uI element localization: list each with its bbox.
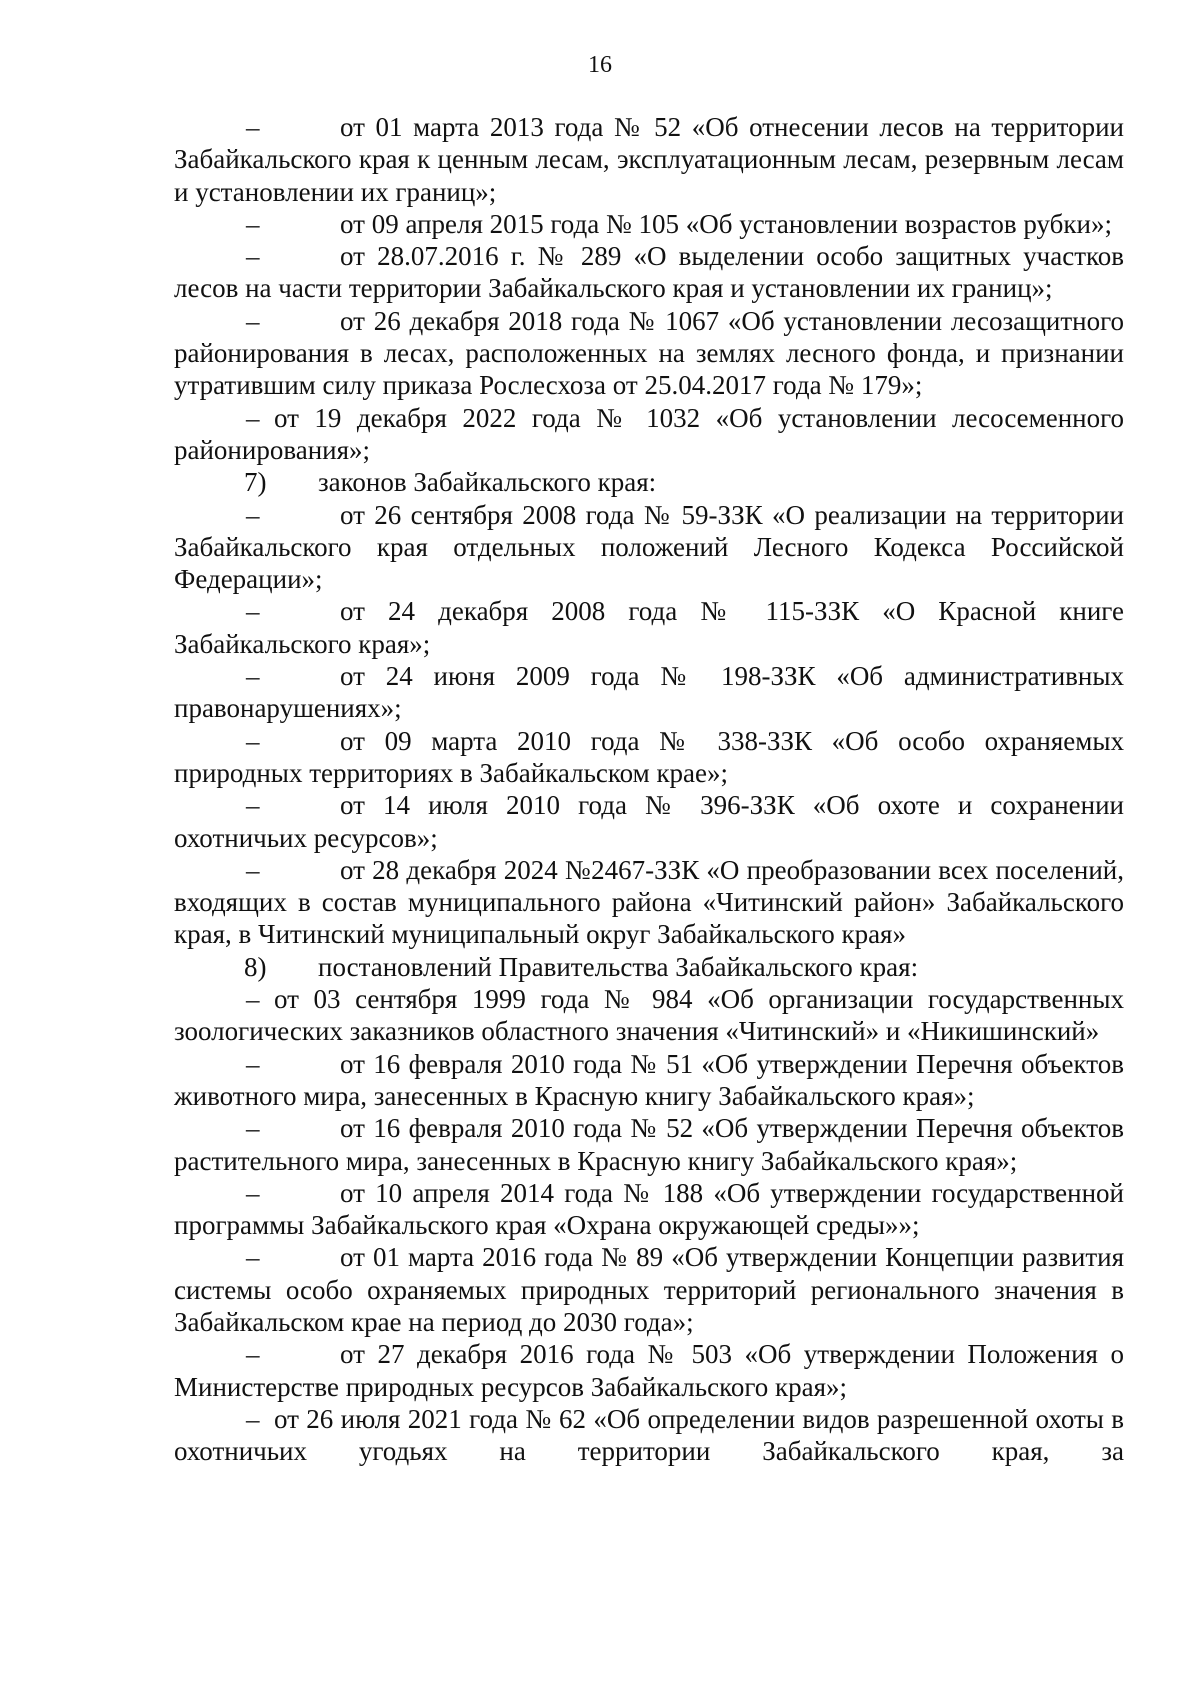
list-item-text: от 01 марта 2016 года № 89 «Об утверждении Концепции развития системы особо охраняемых природных территорий регионального значения в Забайкальском крае на период до 2030 года»; [174, 1242, 1124, 1337]
list-item-text: от 26 декабря 2018 года № 1067 «Об установлении лесозащитного районирования в лесах, расположенных на землях лесного фонда, и признании утратившим силу приказа Рослесхоза от 25.04.2017 года № 179»; [174, 305, 1124, 401]
list-item [174, 595, 1124, 660]
list-marker: – [246, 1113, 260, 1144]
list-item [174, 725, 1124, 790]
list-item-text: от 28 декабря 2024 №2467-ЗЗК «О преобразовании всех поселений, входящих в состав муниципального района «Читинский район» Забайкальского края, в Читинский муниципальный округ Забайкальского края» [174, 854, 1124, 950]
list-marker: – [246, 112, 260, 142]
list-item-text: от 09 марта 2010 года № 338-ЗЗК «Об особо охраняемых природных территориях в Забайкальском крае»; [174, 725, 1124, 788]
list-item [174, 951, 1124, 983]
list-item-text: от 16 февраля 2010 года № 51 «Об утверждении Перечня объектов животного мира, занесенных в Красную книгу Забайкальского края»; [174, 1048, 1124, 1111]
list-marker: – [246, 208, 260, 239]
list-item [174, 854, 1124, 951]
list-marker: – [246, 499, 260, 530]
list-marker: – [246, 790, 260, 821]
list-marker: – [246, 402, 260, 433]
list-item [174, 1338, 1124, 1403]
list-item [174, 240, 1124, 305]
list-item-text: от 26 сентября 2008 года № 59-ЗЗК «О реализации на территории Забайкальского края отдельных положений Лесного Кодекса Российской Федерации»; [174, 499, 1124, 595]
list-item [174, 983, 1124, 1048]
list-item-text: от 09 апреля 2015 года № 105 «Об установлении возрастов рубки»; [340, 208, 1112, 239]
list-marker: – [246, 984, 260, 1015]
list-item [174, 789, 1124, 854]
list-marker: – [246, 1339, 260, 1370]
list-item-text: постановлений Правительства Забайкальского края: [318, 951, 919, 982]
list-marker: – [246, 305, 260, 336]
list-item [174, 1403, 1124, 1468]
list-item [174, 208, 1124, 240]
list-item-text: от 24 декабря 2008 года № 115-ЗЗК «О Красной книге Забайкальского края»; [174, 596, 1124, 659]
list-marker: – [246, 1177, 260, 1208]
list-item-text: от 14 июля 2010 года № 396-ЗЗК «Об охоте и сохранении охотничьих ресурсов»; [174, 790, 1124, 853]
list-marker: – [246, 1048, 260, 1079]
document-body [174, 111, 1124, 1467]
list-marker: 7) [244, 467, 267, 498]
list-item-text: от 27 декабря 2016 года № 503 «Об утверждении Положения о Министерстве природных ресурсов Забайкальского края»; [174, 1339, 1124, 1402]
list-marker: – [246, 661, 260, 692]
list-item [174, 1112, 1124, 1177]
list-item-text: от 26 июля 2021 года № 62 «Об определении видов разрешенной охоты в охотничьих угодьях на территории Забайкальского края, за [174, 1403, 1124, 1467]
list-item-text: от 19 декабря 2022 года № 1032 «Об установлении лесосеменного районирования»; [174, 402, 1124, 465]
list-item [174, 111, 1124, 208]
list-marker: – [246, 1242, 260, 1273]
list-item-text: от 03 сентября 1999 года № 984 «Об организации государственных зоологических заказников областного значения «Читинский» и «Никишинский» [174, 984, 1124, 1047]
list-item [174, 660, 1124, 725]
list-marker: – [246, 854, 260, 885]
list-item-text: законов Забайкальского края: [318, 467, 657, 498]
list-item-text: от 24 июня 2009 года № 198-ЗЗК «Об административных правонарушениях»; [174, 661, 1124, 724]
list-item-text: от 16 февраля 2010 года № 52 «Об утверждении Перечня объектов растительного мира, занесенных в Красную книгу Забайкальского края»; [174, 1113, 1124, 1176]
list-marker: 8) [244, 951, 267, 982]
list-item [174, 402, 1124, 467]
list-marker: – [246, 725, 260, 756]
list-item-text: от 10 апреля 2014 года № 188 «Об утверждении государственной программы Забайкальского края «Охрана окружающей среды»»; [174, 1177, 1124, 1241]
list-item [174, 1177, 1124, 1242]
list-marker: – [246, 241, 260, 272]
list-item [174, 305, 1124, 402]
list-marker: – [246, 596, 260, 627]
list-item [174, 1048, 1124, 1113]
list-item [174, 499, 1124, 596]
list-item [174, 1241, 1124, 1338]
page-number: 16 [588, 52, 612, 78]
list-item-text: от 28.07.2016 г. № 289 «О выделении особо защитных участков лесов на части территории Забайкальского края и установлении их границ»; [174, 241, 1124, 304]
list-item [174, 466, 1124, 498]
list-item-text: от 01 марта 2013 года № 52 «Об отнесении лесов на территории Забайкальского края к ценным лесам, эксплуатационным лесам, резервным лесам и установлении их границ»; [174, 112, 1124, 207]
list-marker: – [246, 1403, 260, 1434]
